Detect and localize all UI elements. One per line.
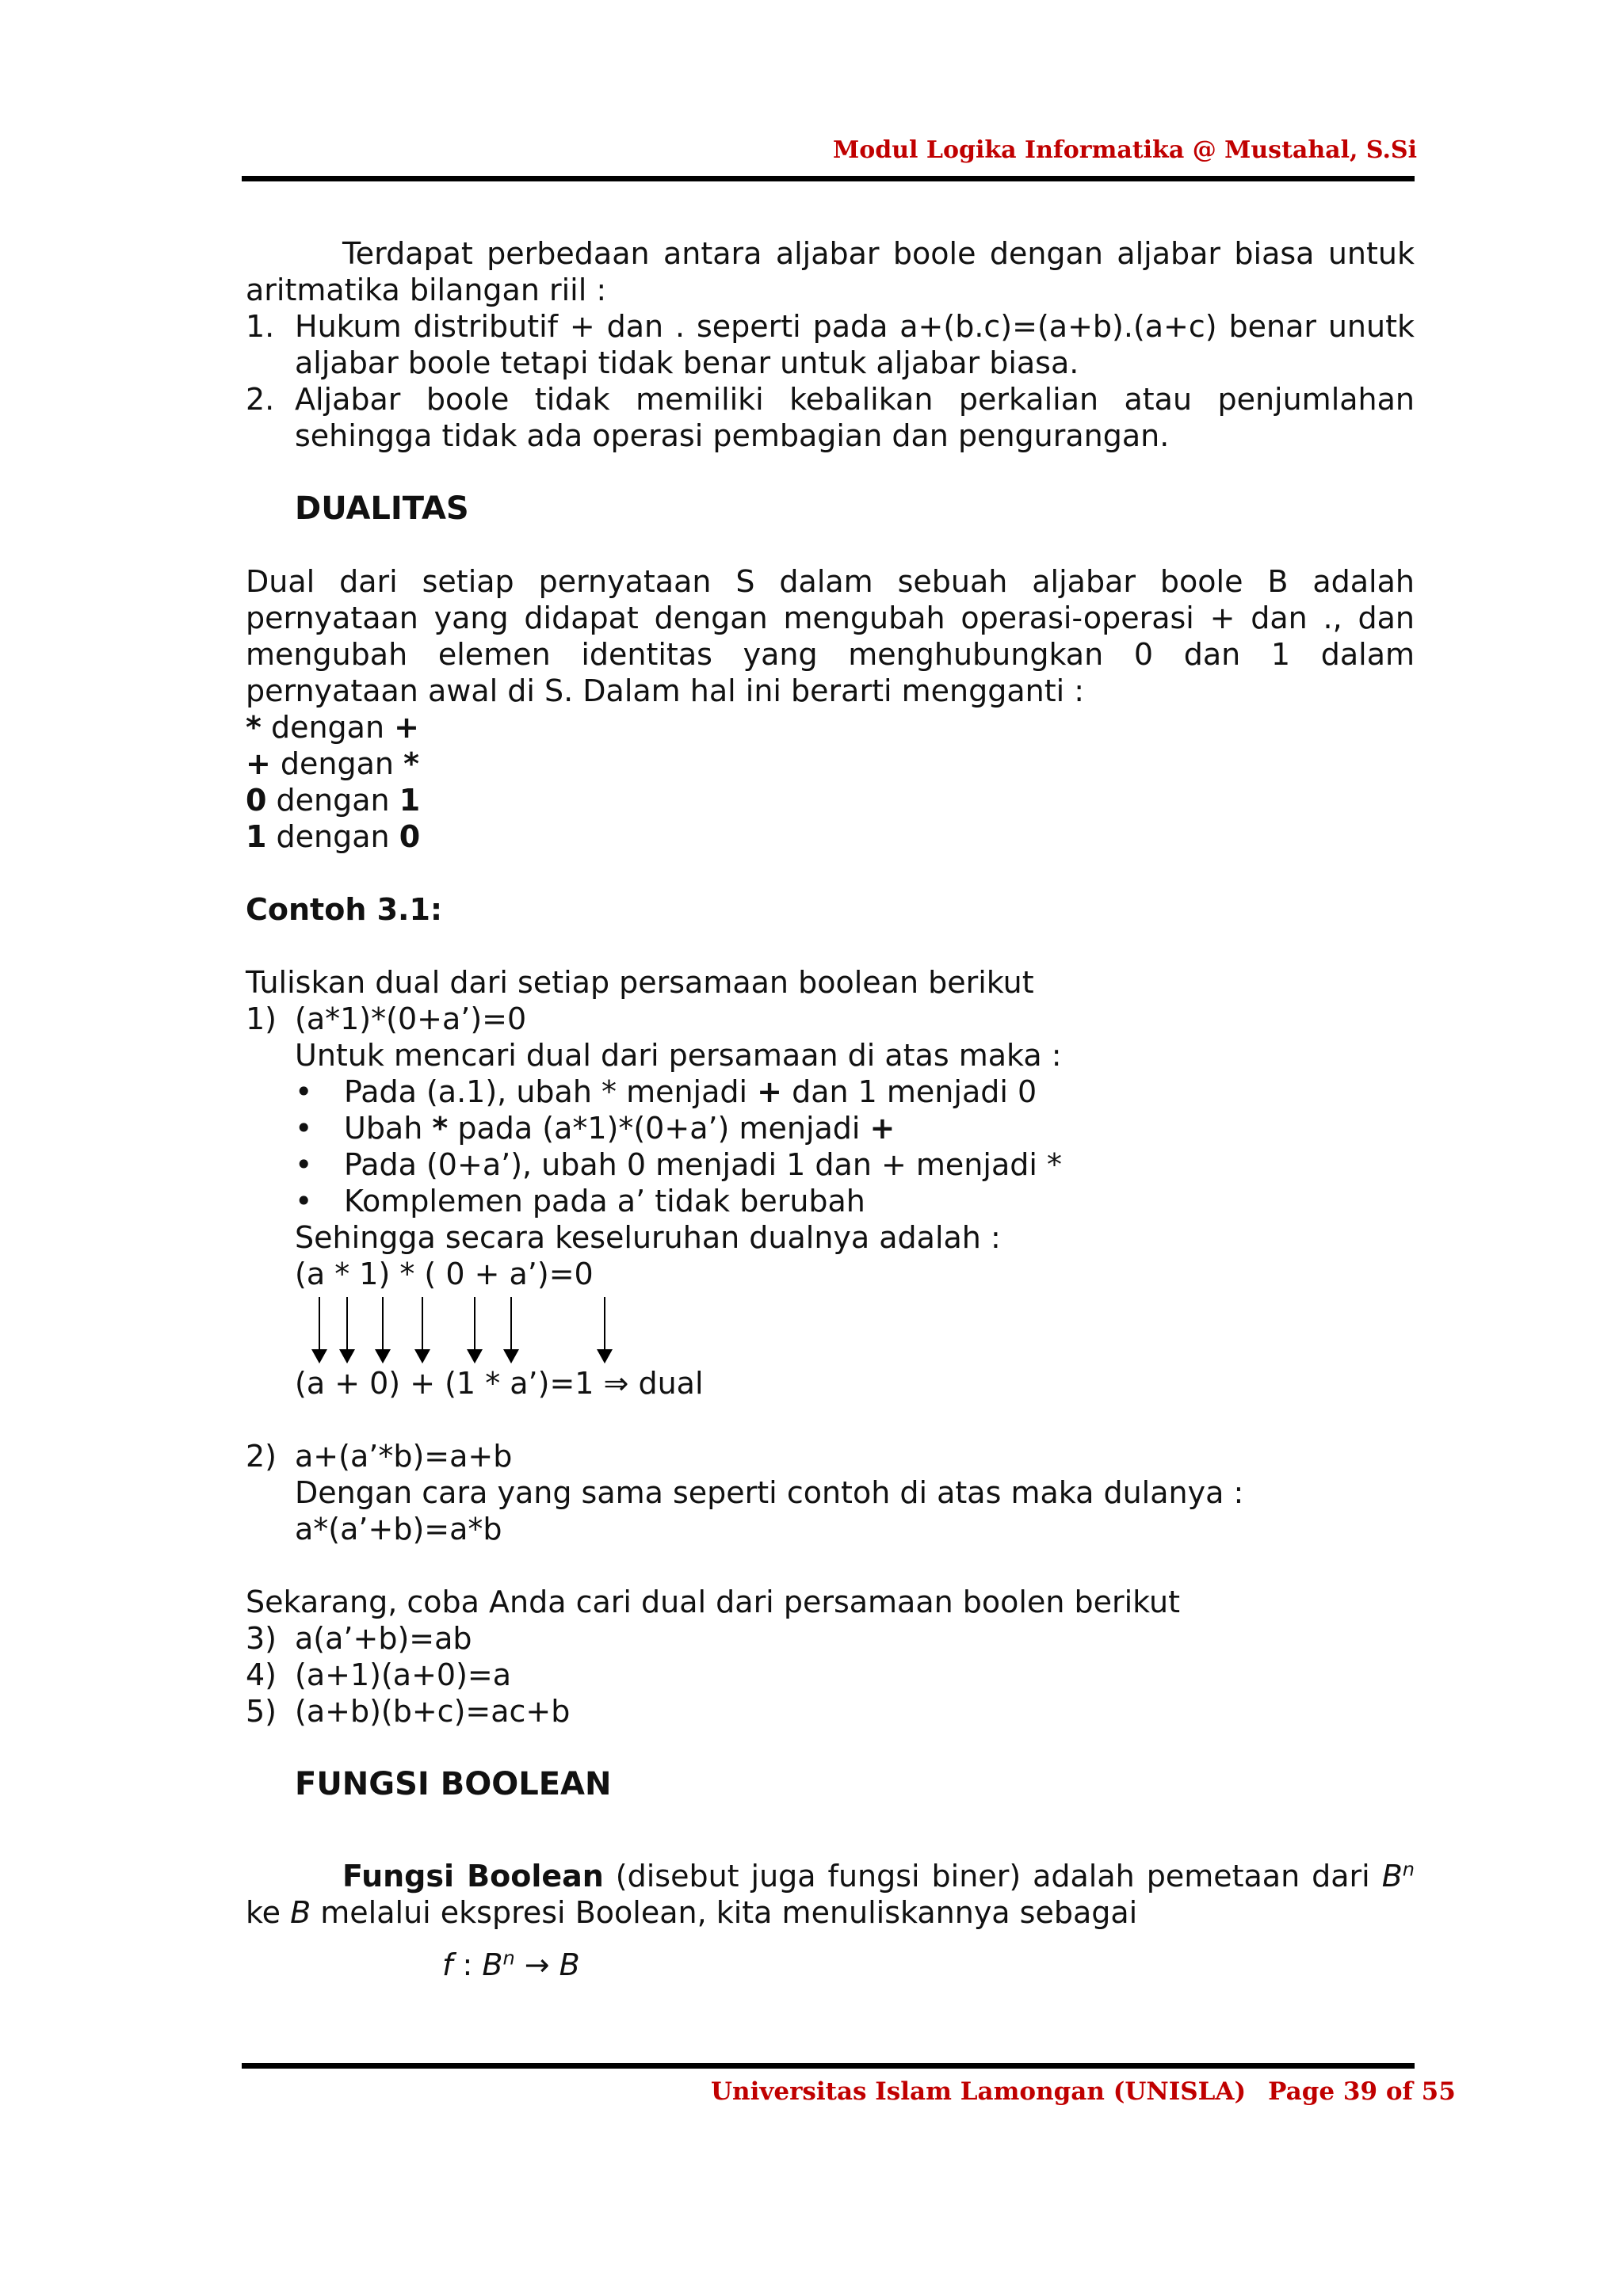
list-item-continuation: sehingga tidak ada operasi pembagian dan pengurangan. (295, 418, 1170, 453)
bullet-item: • Pada (0+a’), ubah 0 menjadi 1 dan + menjadi * (295, 1147, 1062, 1182)
example-explanation: Untuk mencari dual dari persamaan di atas maka : (295, 1038, 1062, 1073)
down-arrow-icon (474, 1297, 475, 1352)
dualitas-para-line: mengubah elemen identitas yang menghubungkan 0 dan 1 dalam (246, 637, 1415, 672)
bullet-item: • Ubah * pada (a*1)*(0+a’) menjadi + (295, 1111, 896, 1146)
exercise-intro: Sekarang, coba Anda cari dual dari persamaan boolen berikut (246, 1585, 1181, 1619)
example-result: a*(a’+b)=a*b (295, 1512, 502, 1547)
swap-rule: 0 dengan 1 (246, 783, 421, 818)
example-item: 1) (a*1)*(0+a’)=0 (246, 1001, 1415, 1037)
header-rule (242, 176, 1415, 181)
bullet-icon: • (295, 1111, 313, 1146)
down-arrow-icon (604, 1297, 605, 1352)
swap-rule: 1 dengan 0 (246, 819, 421, 854)
page-body (246, 235, 1415, 1983)
function-notation: f : $B^n \to B$ (442, 1947, 580, 1982)
swap-rule: + dengan * (246, 746, 419, 781)
list-item-number: 1. (246, 309, 275, 344)
bullet-item: • Pada (a.1), ubah * menjadi + dan 1 menjadi 0 (295, 1074, 1037, 1109)
down-arrow-icon (422, 1297, 423, 1352)
dualitas-para-line: pernyataan yang didapat dengan mengubah operasi-operasi + dan ., dan (246, 601, 1415, 635)
down-arrow-icon (319, 1297, 320, 1352)
down-arrow-icon (346, 1297, 348, 1352)
example-equation: (a*1)*(0+a’)=0 (295, 1001, 527, 1036)
list-item-continuation: aljabar boole tetapi tidak benar untuk aljabar biasa. (295, 345, 1079, 380)
down-arrow-icon (510, 1297, 512, 1352)
bullet-icon: • (295, 1147, 313, 1182)
dual-equation: (a + 0) + (1 * a’)=1 ⇒ dual (295, 1366, 704, 1401)
exercise-item: 4) (a+1)(a+0)=a (246, 1657, 512, 1692)
original-equation: (a * 1) * ( 0 + a’)=0 (295, 1257, 594, 1291)
bullet-icon: • (295, 1074, 313, 1109)
list-item-text: Aljabar boole tidak memiliki kebalikan perkalian atau penjumlahan (295, 382, 1415, 417)
footer-institution: Universitas Islam Lamongan (UNISLA) (711, 2077, 1247, 2106)
example-conclusion: Sehingga secara keseluruhan dualnya adalah : (295, 1220, 1001, 1255)
dualitas-para-line: pernyataan awal di S. Dalam hal ini berarti mengganti : (246, 673, 1085, 708)
list-item (246, 381, 1415, 418)
intro-line-1: Terdapat perbedaan antara aljabar boole dengan aljabar biasa untuk (342, 236, 1415, 271)
example-instruction: Tuliskan dual dari setiap persamaan boolean berikut (246, 965, 1034, 1000)
list-item-number: 2. (246, 382, 275, 417)
example-item: 2) a+(a’*b)=a+b (246, 1438, 1415, 1474)
header-title: Modul Logika Informatika @ Mustahal, S.Si (833, 136, 1417, 164)
swap-rule: * dengan + (246, 710, 419, 745)
bullet-icon: • (295, 1184, 313, 1219)
bullet-item: • Komplemen pada a’ tidak berubah (295, 1184, 865, 1219)
list-item (246, 308, 1415, 345)
section-heading-dualitas: DUALITAS (295, 490, 469, 527)
example-equation: a+(a’*b)=a+b (295, 1439, 513, 1474)
exercise-item: 5) (a+b)(b+c)=ac+b (246, 1694, 571, 1729)
section-heading-fungsi-boolean: FUNGSI BOOLEAN (295, 1766, 612, 1802)
intro-line-2: aritmatika bilangan riil : (246, 273, 607, 307)
exercise-item: 3) a(a’+b)=ab (246, 1621, 472, 1656)
example-explanation: Dengan cara yang sama seperti contoh di atas maka dulanya : (295, 1475, 1244, 1510)
page-number: Page 39 of 55 (1268, 2077, 1456, 2106)
list-item-text: Hukum distributif + dan . seperti pada a+(b.c)=(a+b).(a+c) benar unutk (295, 309, 1415, 344)
footer-rule (242, 2063, 1415, 2069)
dual-mapping-arrows (246, 1292, 1415, 1365)
fungsi-para-line-2: ke B melalui ekspresi Boolean, kita menuliskannya sebagai (246, 1895, 1138, 1930)
dualitas-para-line: Dual dari setiap pernyataan S dalam sebuah aljabar boole B adalah (246, 564, 1415, 599)
example-heading: Contoh 3.1: (246, 892, 443, 927)
down-arrow-icon (382, 1297, 384, 1352)
fungsi-para-line-1: Fungsi Boolean (disebut juga fungsi biner) adalah pemetaan dari $B^n$ (342, 1858, 1415, 1894)
footer (711, 2077, 1456, 2106)
